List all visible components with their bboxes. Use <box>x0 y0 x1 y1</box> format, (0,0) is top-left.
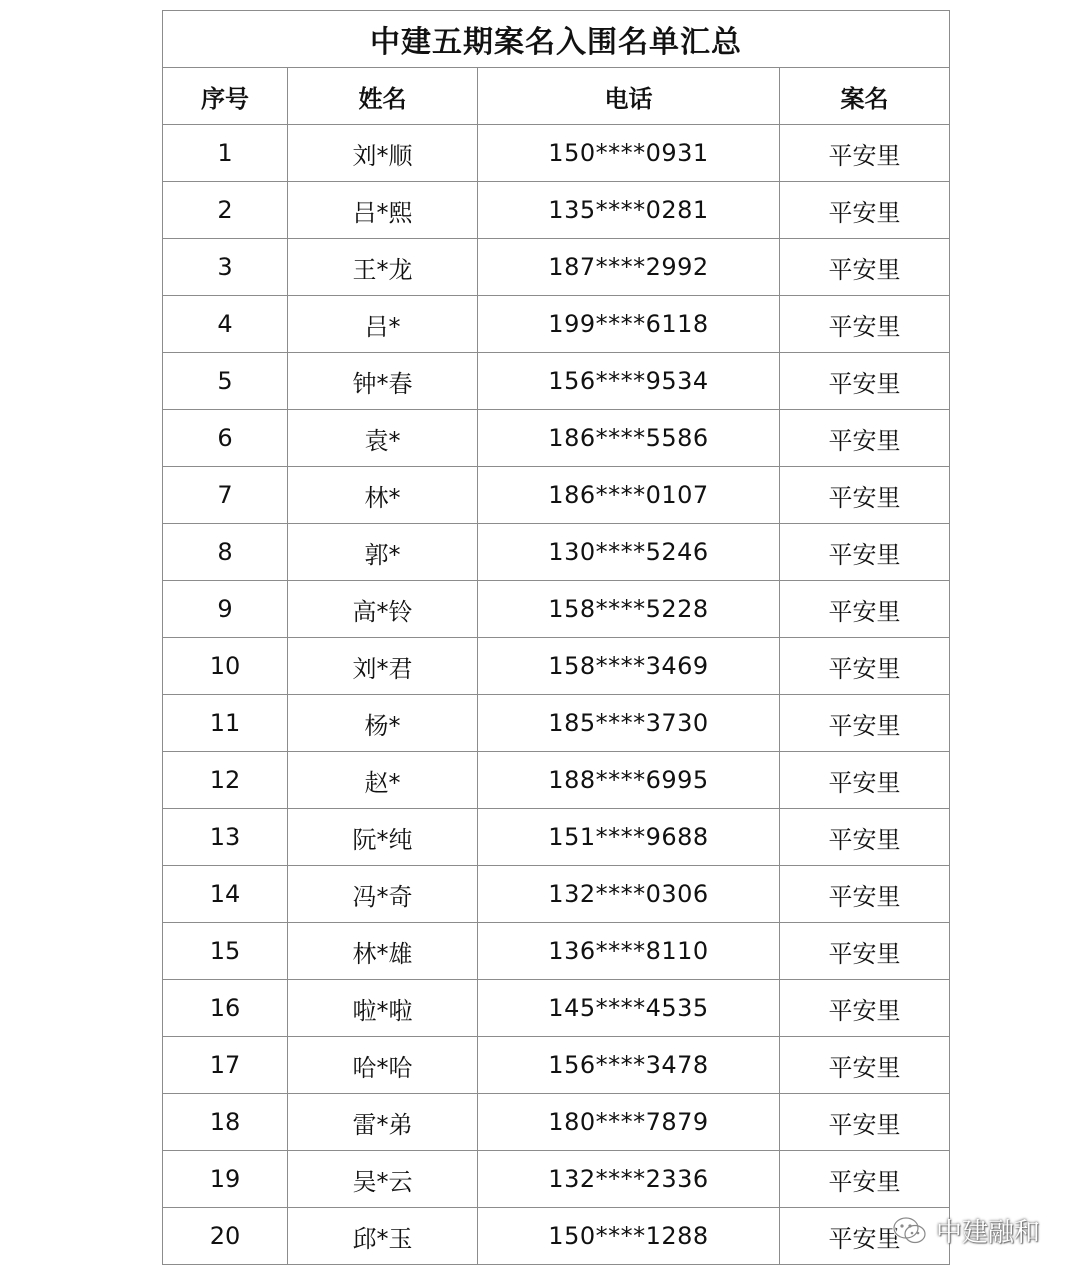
table-row <box>163 1037 950 1094</box>
cell-phone: 187****2992 <box>478 239 780 296</box>
cell-name: 袁* <box>288 410 478 467</box>
cell-index: 3 <box>163 239 288 296</box>
table-row <box>163 239 950 296</box>
cell-index: 19 <box>163 1151 288 1208</box>
cell-index: 10 <box>163 638 288 695</box>
table-row <box>163 923 950 980</box>
cell-phone: 136****8110 <box>478 923 780 980</box>
cell-name: 赵* <box>288 752 478 809</box>
shortlist-table <box>162 10 950 1265</box>
cell-name: 冯*奇 <box>288 866 478 923</box>
cell-phone: 185****3730 <box>478 695 780 752</box>
cell-project: 平安里 <box>780 866 950 923</box>
table-row <box>163 980 950 1037</box>
cell-index: 9 <box>163 581 288 638</box>
table-row <box>163 809 950 866</box>
cell-index: 5 <box>163 353 288 410</box>
cell-phone: 158****3469 <box>478 638 780 695</box>
cell-name: 邱*玉 <box>288 1208 478 1265</box>
cell-project: 平安里 <box>780 695 950 752</box>
table-row <box>163 866 950 923</box>
cell-index: 14 <box>163 866 288 923</box>
column-header-project: 案名 <box>780 68 950 125</box>
cell-phone: 150****0931 <box>478 125 780 182</box>
cell-phone: 145****4535 <box>478 980 780 1037</box>
cell-phone: 151****9688 <box>478 809 780 866</box>
cell-phone: 186****5586 <box>478 410 780 467</box>
table-row <box>163 296 950 353</box>
column-header-phone: 电话 <box>478 68 780 125</box>
cell-index: 1 <box>163 125 288 182</box>
cell-name: 吴*云 <box>288 1151 478 1208</box>
cell-name: 吕*熙 <box>288 182 478 239</box>
cell-index: 7 <box>163 467 288 524</box>
cell-phone: 130****5246 <box>478 524 780 581</box>
table-row <box>163 125 950 182</box>
cell-name: 吕* <box>288 296 478 353</box>
cell-phone: 150****1288 <box>478 1208 780 1265</box>
cell-index: 15 <box>163 923 288 980</box>
cell-index: 18 <box>163 1094 288 1151</box>
table-body <box>163 125 950 1265</box>
cell-index: 2 <box>163 182 288 239</box>
cell-project: 平安里 <box>780 296 950 353</box>
cell-name: 王*龙 <box>288 239 478 296</box>
table-row <box>163 410 950 467</box>
cell-phone: 132****0306 <box>478 866 780 923</box>
cell-project: 平安里 <box>780 524 950 581</box>
cell-project: 平安里 <box>780 1037 950 1094</box>
table-row <box>163 1094 950 1151</box>
cell-name: 郭* <box>288 524 478 581</box>
column-header-index: 序号 <box>163 68 288 125</box>
cell-name: 高*铃 <box>288 581 478 638</box>
cell-project: 平安里 <box>780 125 950 182</box>
table-row <box>163 695 950 752</box>
cell-index: 20 <box>163 1208 288 1265</box>
cell-project: 平安里 <box>780 581 950 638</box>
table-row <box>163 353 950 410</box>
table-row <box>163 1208 950 1265</box>
watermark-text: 中建融和 <box>936 1218 1041 1248</box>
cell-project: 平安里 <box>780 638 950 695</box>
cell-index: 17 <box>163 1037 288 1094</box>
table-row <box>163 524 950 581</box>
table-row <box>163 1151 950 1208</box>
cell-name: 刘*君 <box>288 638 478 695</box>
cell-index: 13 <box>163 809 288 866</box>
cell-phone: 158****5228 <box>478 581 780 638</box>
cell-index: 12 <box>163 752 288 809</box>
wechat-icon <box>892 1215 928 1247</box>
title-row <box>163 11 950 68</box>
cell-project: 平安里 <box>780 410 950 467</box>
cell-phone: 186****0107 <box>478 467 780 524</box>
column-header-name: 姓名 <box>288 68 478 125</box>
cell-phone: 156****3478 <box>478 1037 780 1094</box>
cell-project: 平安里 <box>780 1208 950 1265</box>
cell-name: 刘*顺 <box>288 125 478 182</box>
cell-phone: 135****0281 <box>478 182 780 239</box>
cell-name: 阮*纯 <box>288 809 478 866</box>
cell-name: 雷*弟 <box>288 1094 478 1151</box>
cell-phone: 188****6995 <box>478 752 780 809</box>
table-row <box>163 467 950 524</box>
cell-project: 平安里 <box>780 1094 950 1151</box>
cell-index: 6 <box>163 410 288 467</box>
table-row <box>163 752 950 809</box>
cell-index: 4 <box>163 296 288 353</box>
table-title: 中建五期案名入围名单汇总 <box>163 11 950 68</box>
cell-phone: 180****7879 <box>478 1094 780 1151</box>
cell-name: 杨* <box>288 695 478 752</box>
table-row <box>163 638 950 695</box>
cell-name: 钟*春 <box>288 353 478 410</box>
cell-project: 平安里 <box>780 353 950 410</box>
cell-name: 啦*啦 <box>288 980 478 1037</box>
cell-index: 8 <box>163 524 288 581</box>
header-row <box>163 68 950 125</box>
cell-project: 平安里 <box>780 239 950 296</box>
cell-project: 平安里 <box>780 182 950 239</box>
table-row <box>163 581 950 638</box>
cell-index: 16 <box>163 980 288 1037</box>
cell-name: 哈*哈 <box>288 1037 478 1094</box>
cell-project: 平安里 <box>780 980 950 1037</box>
cell-index: 11 <box>163 695 288 752</box>
cell-phone: 199****6118 <box>478 296 780 353</box>
cell-project: 平安里 <box>780 809 950 866</box>
cell-name: 林* <box>288 467 478 524</box>
table-row <box>163 182 950 239</box>
cell-project: 平安里 <box>780 467 950 524</box>
cell-name: 林*雄 <box>288 923 478 980</box>
cell-project: 平安里 <box>780 1151 950 1208</box>
cell-project: 平安里 <box>780 923 950 980</box>
account-watermark <box>892 1212 1040 1249</box>
cell-phone: 132****2336 <box>478 1151 780 1208</box>
cell-project: 平安里 <box>780 752 950 809</box>
cell-phone: 156****9534 <box>478 353 780 410</box>
